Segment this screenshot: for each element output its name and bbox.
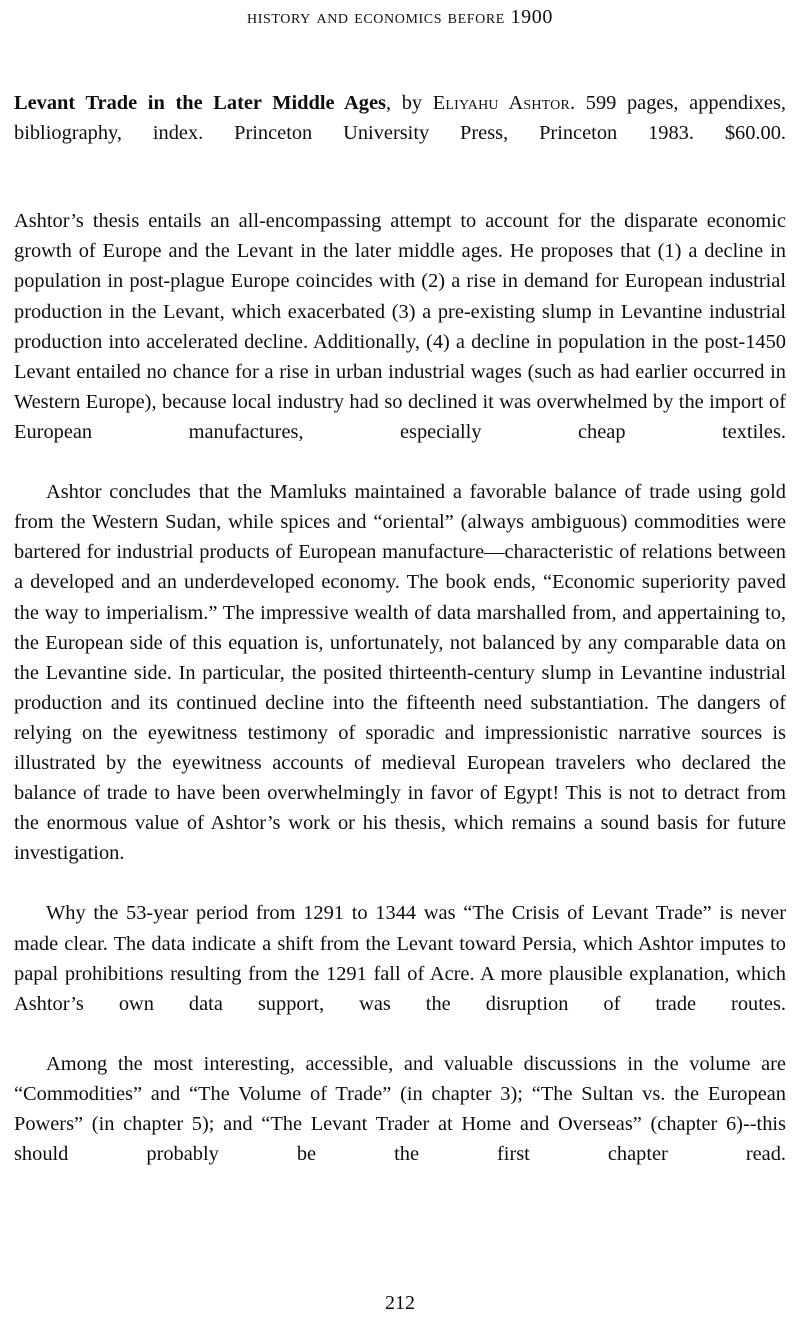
page-number: 212	[385, 1292, 415, 1314]
body-paragraph-4: Among the most interesting, accessible, and valuable discussions in the volume are “Commodities” and “The Volume of Trade” (in chapter 3); “The Sultan vs. the European Powers” (in chapter 5); and “The Levant Trader at Home and Overseas” (chapter 6)--this should probably be the first chapter read.	[14, 1052, 786, 1166]
book-citation	[14, 88, 786, 178]
body-paragraph-3: Why the 53-year period from 1291 to 1344 was “The Crisis of Levant Trade” is never made clear. The data indicate a shift from the Levant toward Persia, which Ashtor imputes to papal prohibitions resulting from the 1291 fall of Acre. A more plausible explanation, which Ashtor’s own data support, was the disruption of trade routes.	[14, 902, 786, 1015]
book-author: Eliyahu Ashtor	[432, 92, 571, 114]
body-paragraph-2: Ashtor concludes that the Mamluks maintained a favorable balance of trade using gold from the Western Sudan, while spices and “oriental” (always ambiguous) commodities were bartered for industrial products of European manufacture—characteristic of relations between a developed and an underdeveloped economy. The book ends, “Economic superiority paved the way to imperialism.” The impressive wealth of data marshalled from, and appertaining to, the European side of this equation is, unfortunately, not balanced by any comparable data on the Levantine side. In particular, the posited thirteenth-century slump in Levantine industrial production and its continued decline into the fifteenth need substantiation. The dangers of relying on the eyewitness testimony of sporadic and impressionistic narrative sources is illustrated by the eyewitness accounts of medieval European travelers who declared the balance of trade to have been overwhelmingly in favor of Egypt! This is not to detract from the enormous value of Ashtor’s work or his thesis, which remains a sound basis for future investigation.	[14, 481, 786, 865]
citation-details: . 599 pages, appendixes, bibliography, index. Princeton University Press, Princeton 1983. $60.00.	[14, 92, 786, 145]
byline-lead: , by	[385, 92, 433, 114]
running-head: history and economics before 1900	[247, 6, 553, 28]
book-title: Levant Trade in the Later Middle Ages	[14, 92, 386, 114]
text-column	[14, 88, 786, 1199]
body-paragraph-1: Ashtor’s thesis entails an all-encompassing attempt to account for the disparate economic growth of Europe and the Levant in the later middle ages. He proposes that (1) a decline in population in post-plague Europe coincides with (2) a rise in demand for European industrial production in the Levant, which exacerbated (3) a pre-existing slump in Levantine industrial production into accelerated decline. Additionally, (4) a decline in population in the post-1450 Levant entailed no chance for a rise in urban industrial wages (such as had earlier occurred in Western Europe), because local industry had so declined it was overwhelmed by the import of European manufactures, especially cheap textiles.	[14, 210, 786, 443]
